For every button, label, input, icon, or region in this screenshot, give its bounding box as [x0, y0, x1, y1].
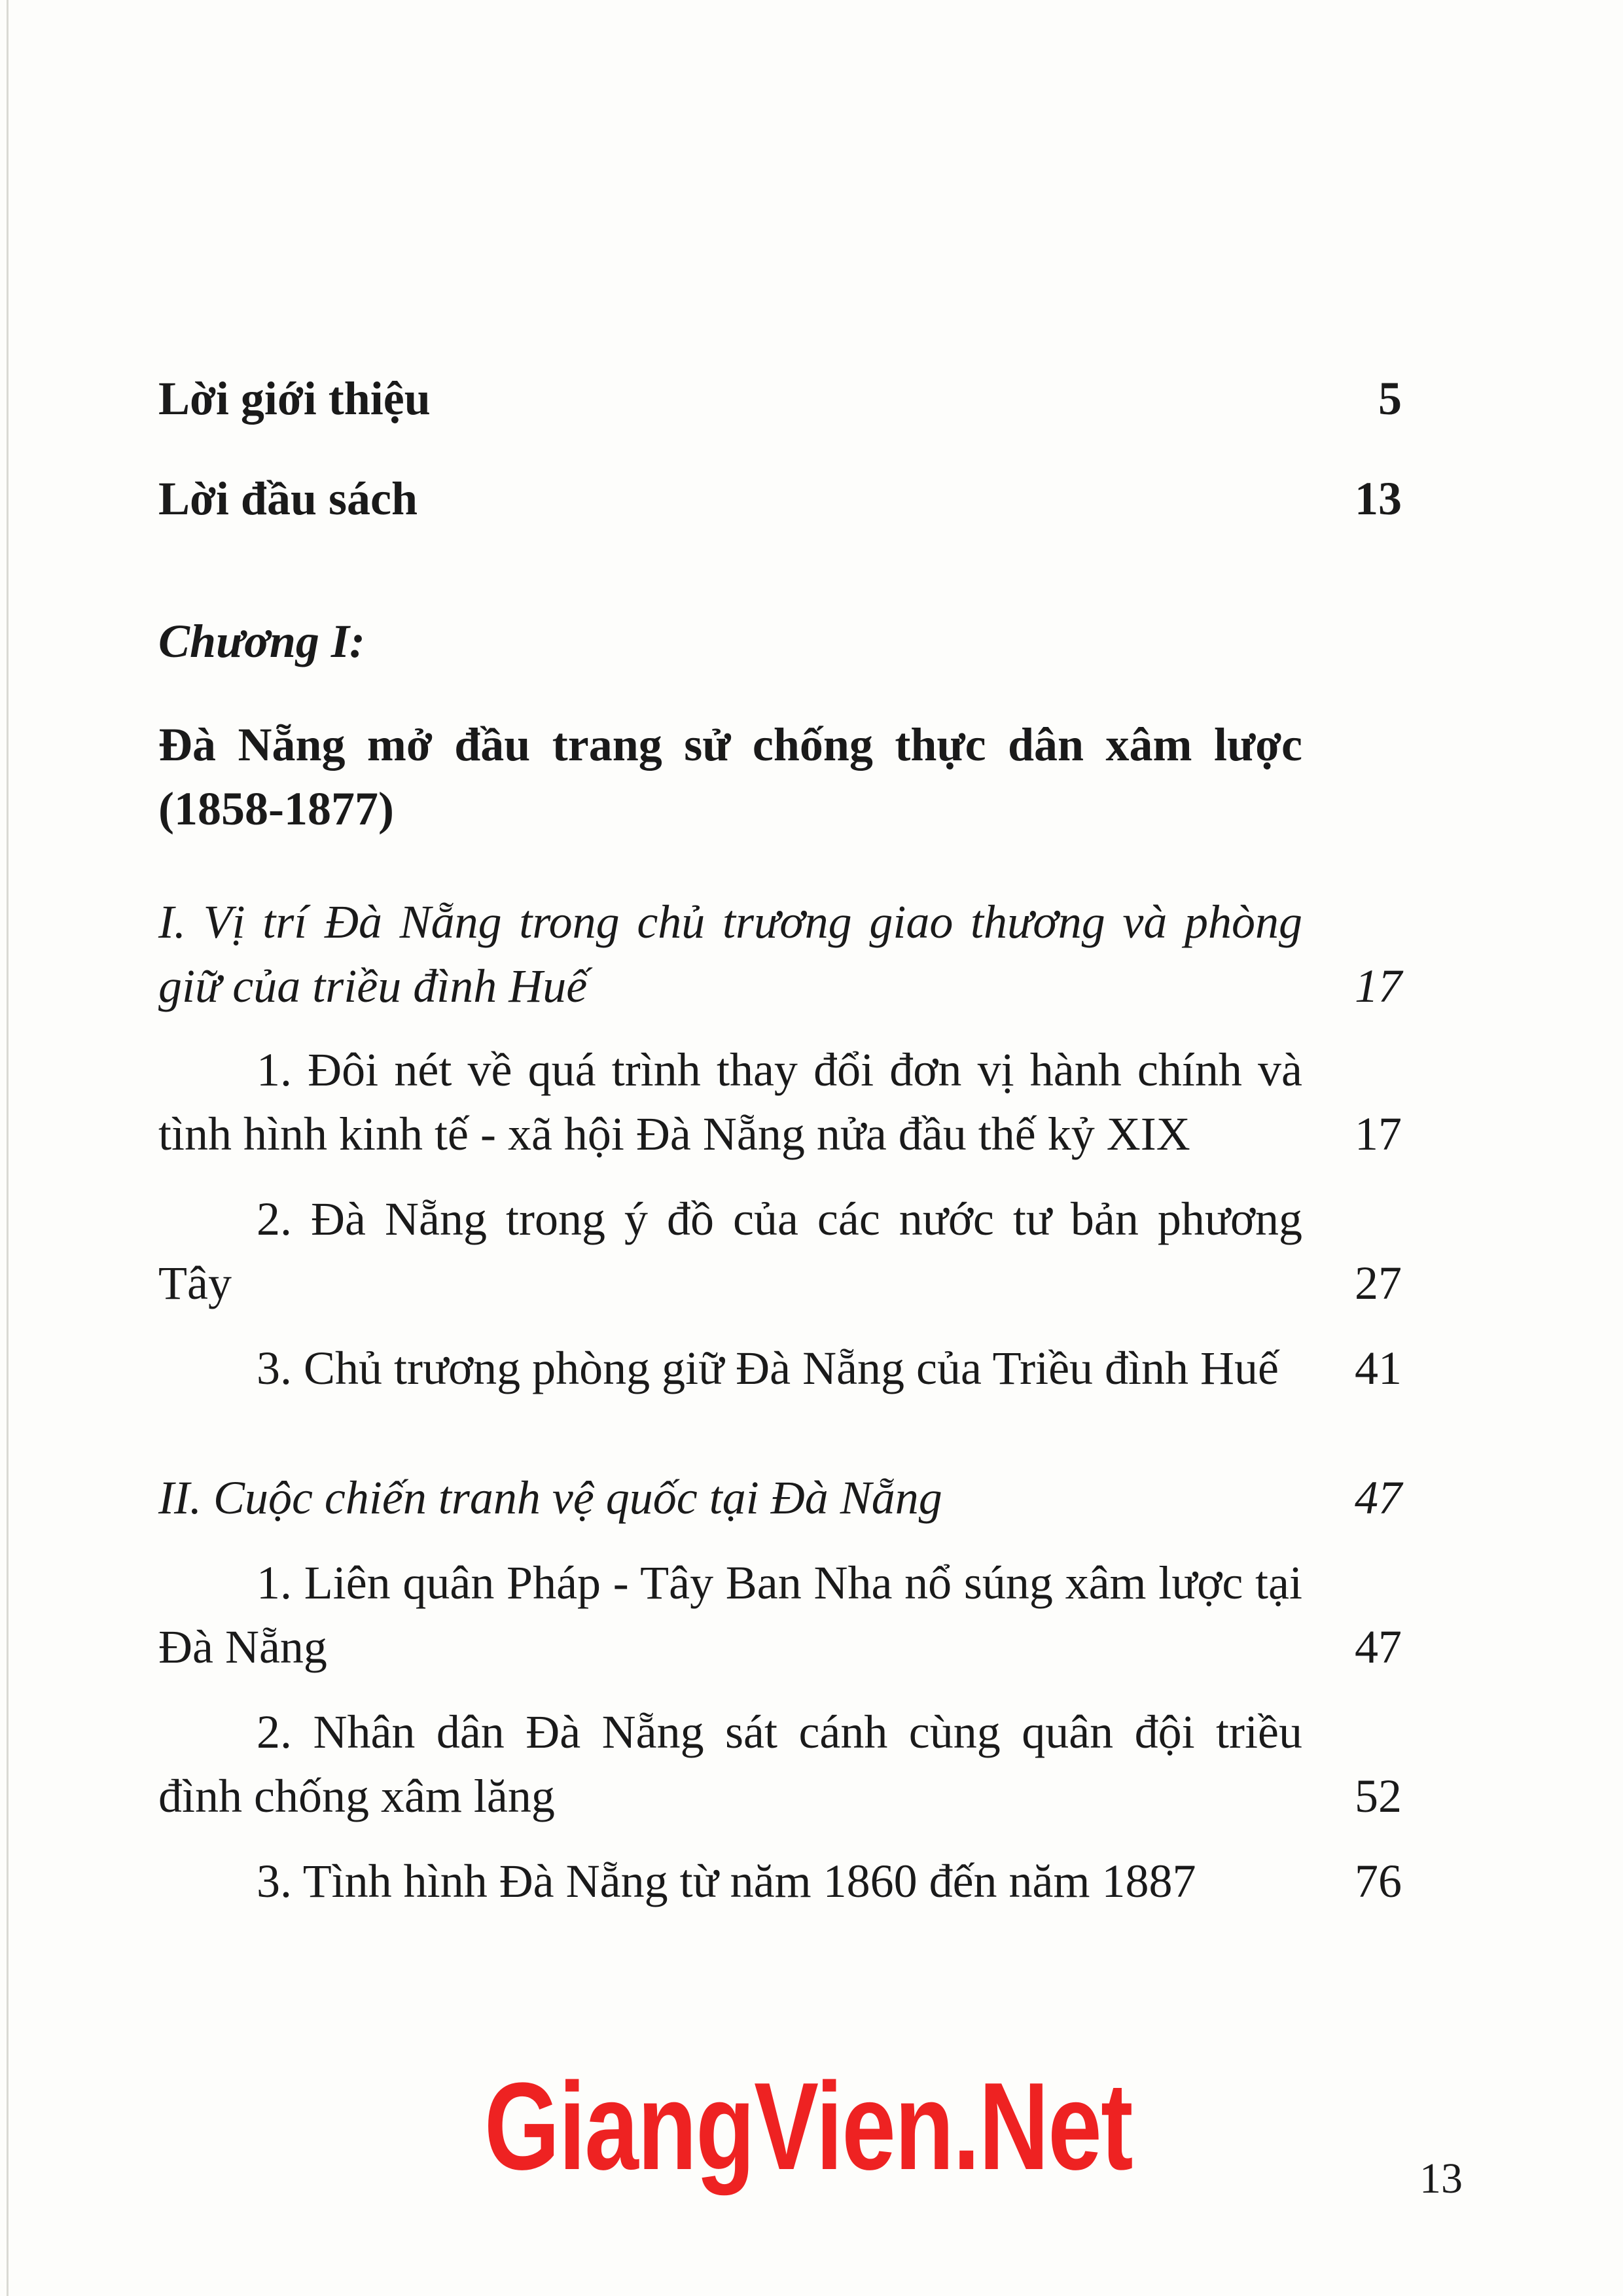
toc-entry-title: 3. Chủ trương phòng giữ Đà Nẵng của Triều đình Huế — [257, 1342, 1279, 1394]
toc-entry-title: 2. Đà Nẵng trong ý đồ của các nước tư bản phương Tây — [158, 1193, 1302, 1309]
toc-entry-title: Lời giới thiệu — [158, 372, 431, 425]
toc-item-1-3 — [158, 1336, 1402, 1400]
toc-entry-page: 5 — [1378, 372, 1402, 425]
chapter-label: Chương I: — [158, 615, 365, 667]
toc-item-1-1 — [158, 1038, 1402, 1166]
toc-entry-page: 41 — [1355, 1342, 1402, 1394]
toc-entry-page: 47 — [1355, 1621, 1402, 1673]
toc-entry-intro — [158, 366, 1402, 431]
toc-entry-page: 76 — [1355, 1855, 1402, 1907]
toc-entry-preface — [158, 467, 1402, 531]
toc-entry-page: 52 — [1355, 1770, 1402, 1822]
toc-entry-title: I. Vị trí Đà Nẵng trong chủ trương giao thương và phòng giữ của triều đình Huế — [158, 896, 1302, 1012]
toc-entry-page: 27 — [1355, 1257, 1402, 1309]
toc-entry-page: 17 — [1355, 960, 1402, 1012]
toc-item-2-2 — [158, 1700, 1402, 1828]
page-edge-shadow — [7, 0, 9, 2296]
toc-item-2-3 — [158, 1849, 1402, 1913]
watermark-logo: GiangVien.Net — [484, 2057, 1132, 2196]
toc-entry-title: 3. Tình hình Đà Nẵng từ năm 1860 đến năm 1887 — [257, 1855, 1196, 1907]
toc-section-2 — [158, 1466, 1402, 1530]
toc-entry-page: 47 — [1355, 1472, 1402, 1524]
page-number: 13 — [1419, 2155, 1463, 2202]
toc-item-2-1 — [158, 1551, 1402, 1679]
toc-entry-title: II. Cuộc chiến tranh vệ quốc tại Đà Nẵng — [158, 1472, 942, 1524]
chapter-title: Đà Nẵng mở đầu trang sử chống thực dân xâm lược (1858-1877) — [158, 718, 1302, 835]
toc-section-1 — [158, 890, 1402, 1018]
toc-item-1-2 — [158, 1187, 1402, 1315]
toc-entry-title: 1. Đôi nét về quá trình thay đổi đơn vị hành chính và tình hình kinh tế - xã hội Đà Nẵng nửa đầu thế kỷ XIX — [158, 1044, 1302, 1160]
toc-entry-title: Lời đầu sách — [158, 472, 418, 525]
toc-entry-page: 17 — [1355, 1108, 1402, 1160]
toc-entry-title: 2. Nhân dân Đà Nẵng sát cánh cùng quân đội triều đình chống xâm lăng — [158, 1706, 1302, 1822]
toc-entry-page: 13 — [1355, 472, 1402, 525]
toc-entry-title: 1. Liên quân Pháp - Tây Ban Nha nổ súng xâm lược tại Đà Nẵng — [158, 1557, 1302, 1673]
table-of-contents — [158, 366, 1402, 1913]
